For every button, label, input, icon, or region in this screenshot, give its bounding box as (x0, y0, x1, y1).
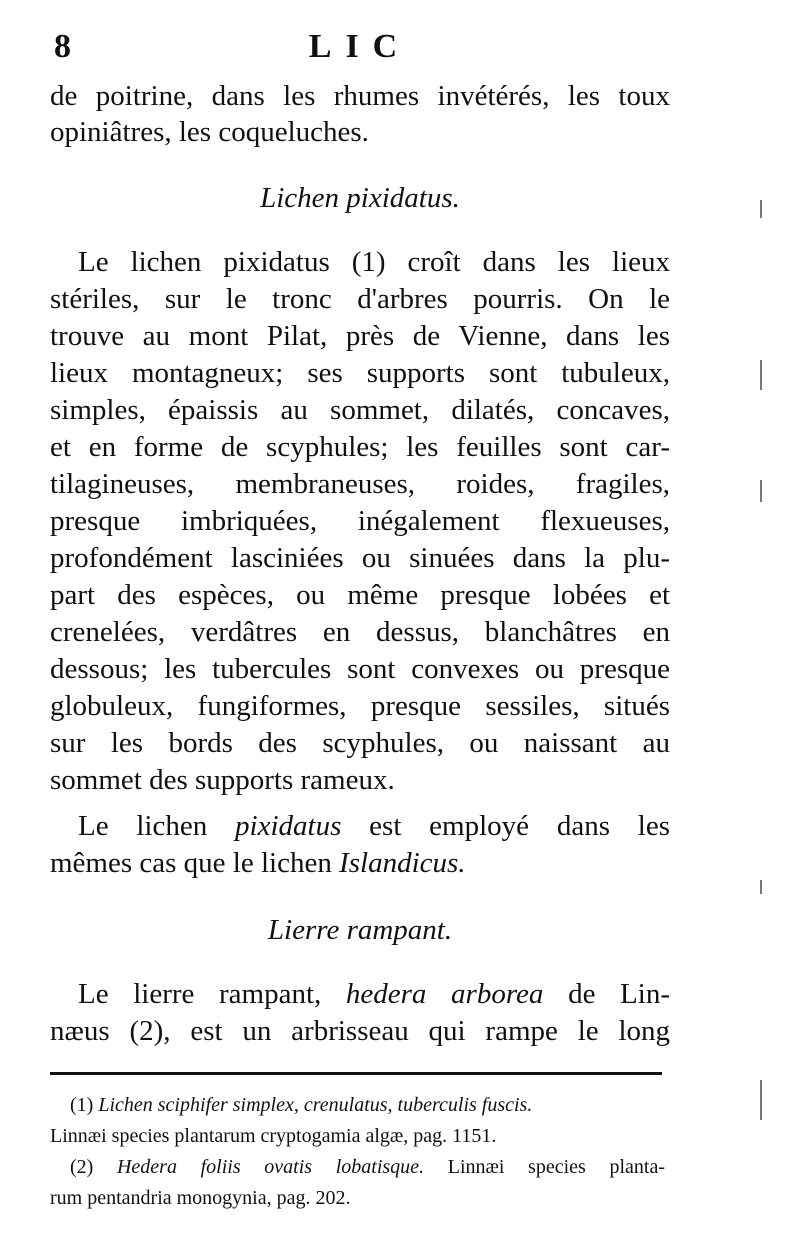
text-span: Le lierre rampant, (78, 978, 346, 1010)
text-line: part des espèces, ou même presque lobées et (50, 579, 670, 611)
text-line: lieux montagneux; ses supports sont tubuleux, (50, 357, 670, 389)
page-header (50, 28, 670, 68)
text-line: et en forme de scyphules; les feuilles sont car- (50, 431, 670, 463)
text-line: profondément lasciniées ou sinuées dans la plu- (50, 542, 670, 574)
footnote-marker: (2) (70, 1156, 117, 1178)
footnote-2-line2: rum pentandria monogynia, pag. 202. (50, 1187, 351, 1209)
text-line: tilagineuses, membraneuses, roides, fragiles, (50, 468, 670, 500)
italic-term: Islandicus. (339, 847, 466, 879)
running-head: LIC (308, 28, 412, 65)
text-line (50, 976, 670, 1012)
margin-mark (760, 1080, 762, 1120)
text-span: mêmes cas que le lichen (50, 847, 340, 879)
footnote-italic: Lichen sciphifer simplex, crenulatus, tuberculis fuscis. (98, 1094, 533, 1116)
text-line (50, 808, 670, 844)
text-span: Linnæi species planta- (424, 1156, 665, 1178)
text-span: est employé dans les (341, 810, 670, 842)
italic-term: pixidatus (235, 810, 342, 842)
text-line: de poitrine, dans les rhumes invétérés, les toux (50, 80, 670, 112)
page-number: 8 (54, 28, 71, 65)
margin-mark (760, 200, 762, 218)
text-span: Le lichen (78, 810, 236, 842)
footnote-italic: Hedera foliis ovatis lobatisque. (116, 1156, 425, 1178)
text-line: opiniâtres, les coqueluches. (50, 116, 369, 148)
footnote-1 (50, 1092, 665, 1118)
text-line: Le lichen pixidatus (1) croît dans les lieux (78, 246, 670, 278)
text-span: de Lin- (543, 978, 670, 1010)
text-line: næus (2), est un arbrisseau qui rampe le long (50, 1015, 670, 1047)
footnote-1-line2: Linnæi species plantarum cryptogamia algæ, pag. 1151. (50, 1125, 497, 1147)
text-line: trouve au mont Pilat, près de Vienne, dans les (50, 320, 670, 352)
section-heading-lierre: Lierre rampant. (267, 914, 453, 946)
text-line: stériles, sur le tronc d'arbres pourris. On le (50, 283, 670, 315)
text-line: dessous; les tubercules sont convexes ou presque (50, 653, 670, 685)
text-line: sur les bords des scyphules, ou naissant au (50, 727, 670, 759)
margin-mark (760, 360, 762, 390)
footnote-marker: (1) (70, 1094, 99, 1116)
section-heading-lichen: Lichen pixidatus. (260, 182, 460, 214)
text-line: globuleux, fungiformes, presque sessiles, situés (50, 690, 670, 722)
text-line: sommet des supports rameux. (50, 764, 395, 796)
text-line: crenelées, verdâtres en dessus, blanchâtres en (50, 616, 670, 648)
text-line: presque imbriquées, inégalement flexueuses, (50, 505, 670, 537)
footnote-2 (50, 1154, 665, 1180)
text-line: simples, épaissis au sommet, dilatés, concaves, (50, 394, 670, 426)
margin-mark (760, 480, 762, 502)
text-line (50, 845, 670, 881)
margin-mark (760, 880, 762, 894)
footnote-rule (50, 1072, 662, 1075)
italic-term: hedera arborea (345, 978, 544, 1010)
